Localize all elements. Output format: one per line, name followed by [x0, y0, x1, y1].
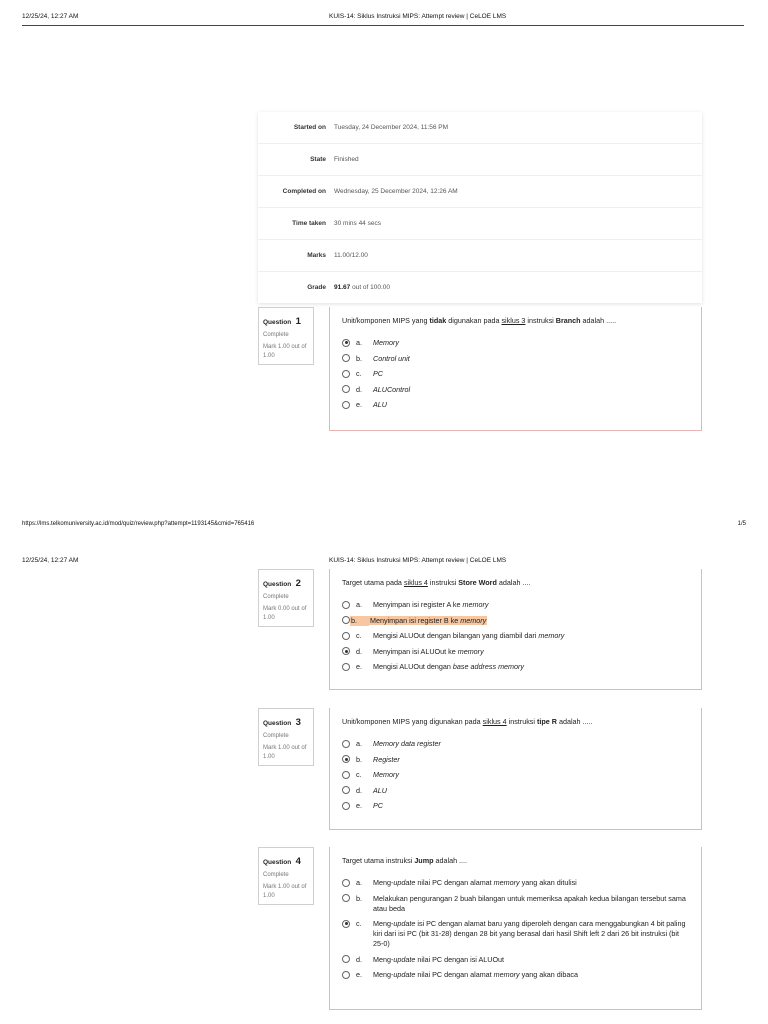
question-label: Question — [263, 319, 292, 326]
radio-icon[interactable] — [342, 601, 350, 609]
question-mark: Mark 1.00 out of 1.00 — [263, 745, 307, 760]
question-state: Complete — [263, 733, 289, 739]
print-header-title: KUIS-14: Siklus Instruksi MIPS: Attempt review | CeLOE LMS — [329, 557, 507, 564]
question-text: Unit/komponen MIPS yang digunakan pada siklus 4 instruksi tipe R adalah ..... — [342, 717, 593, 726]
radio-icon[interactable] — [342, 632, 350, 640]
summary-value: Wednesday, 25 December 2024, 12:26 AM — [334, 188, 458, 195]
answer-options — [342, 338, 689, 410]
question-info-2 — [258, 569, 314, 627]
summary-row-grade — [258, 272, 702, 303]
grade-suffix: out of 100.00 — [350, 284, 391, 291]
question-number: 3 — [295, 717, 301, 728]
radio-selected-icon[interactable] — [342, 647, 350, 655]
answer-option-d[interactable]: d. Meng-update nilai PC dengan isi ALUOut — [342, 955, 689, 965]
summary-label: Marks — [307, 252, 326, 259]
summary-value — [334, 284, 390, 291]
question-label: Question — [263, 859, 292, 866]
summary-row-marks — [258, 240, 702, 272]
answer-option-e[interactable]: e. Mengisi ALUOut dengan base address memory — [342, 662, 689, 672]
question-info-4 — [258, 847, 314, 905]
question-number: 2 — [295, 578, 301, 589]
radio-icon[interactable] — [342, 616, 350, 624]
answer-option-d[interactable]: d. ALU — [342, 786, 689, 796]
summary-row-state — [258, 144, 702, 176]
radio-icon[interactable] — [342, 771, 350, 779]
radio-icon[interactable] — [342, 370, 350, 378]
answer-option-b[interactable]: b. Melakukan pengurangan 2 buah bilangan untuk memeriksa apakah kedua bilangan tersebut sama atau beda — [342, 894, 689, 914]
radio-selected-icon[interactable] — [342, 755, 350, 763]
radio-selected-icon[interactable] — [342, 920, 350, 928]
summary-row-time-taken — [258, 208, 702, 240]
answer-option-b[interactable]: b. Menyimpan isi register B ke memory — [342, 616, 689, 626]
answer-option-e[interactable]: e. Meng-update nilai PC dengan alamat memory yang akan dibaca — [342, 970, 689, 980]
question-number: 1 — [295, 316, 301, 327]
answer-option-c[interactable]: c. Memory — [342, 770, 689, 780]
answer-option-e[interactable]: e. ALU — [342, 400, 689, 410]
answer-options — [342, 739, 689, 811]
summary-label: State — [310, 156, 326, 163]
question-label: Question — [263, 581, 292, 588]
answer-option-a[interactable]: a. Meng-update nilai PC dengan alamat memory yang akan ditulisi — [342, 878, 689, 888]
question-text: Target utama pada siklus 4 instruksi Store Word adalah .... — [342, 578, 531, 587]
answer-option-d[interactable]: d. Menyimpan isi ALUOut ke memory — [342, 647, 689, 657]
answer-options — [342, 600, 689, 672]
question-state: Complete — [263, 872, 289, 878]
answer-option-c[interactable]: c. Meng-update isi PC dengan alamat baru yang diperoleh dengan cara menggabungkan 4 bit paling kiri dari isi PC (bit 31-28) dengan 28 bit yang berasal dari hasil Shift left 2 dari 26 bit instruksi (bit 25-0) — [342, 919, 689, 949]
print-footer-page: 1/5 — [737, 521, 746, 527]
question-mark: Mark 1.00 out of 1.00 — [263, 344, 307, 359]
question-mark: Mark 0.00 out of 1.00 — [263, 606, 307, 621]
radio-icon[interactable] — [342, 354, 350, 362]
print-header-datetime: 12/25/24, 12:27 AM — [22, 557, 79, 564]
answer-option-a[interactable]: a. Menyimpan isi register A ke memory — [342, 600, 689, 610]
attempt-summary-table — [258, 112, 702, 303]
answer-option-b[interactable]: b. Register — [342, 755, 689, 765]
radio-icon[interactable] — [342, 802, 350, 810]
grade-score: 91.67 — [334, 284, 351, 291]
answer-option-c[interactable]: c. PC — [342, 369, 689, 379]
radio-icon[interactable] — [342, 663, 350, 671]
radio-icon[interactable] — [342, 385, 350, 393]
question-info-3 — [258, 708, 314, 766]
question-card-1 — [329, 307, 702, 431]
radio-icon[interactable] — [342, 740, 350, 748]
summary-value: Finished — [334, 156, 359, 163]
question-card-3 — [329, 708, 702, 830]
answer-option-e[interactable]: e. PC — [342, 801, 689, 811]
radio-icon[interactable] — [342, 894, 350, 902]
question-label: Question — [263, 720, 292, 727]
question-state: Complete — [263, 594, 289, 600]
summary-label: Grade — [307, 284, 326, 291]
question-info-1 — [258, 307, 314, 365]
answer-options — [342, 878, 689, 980]
answer-option-d[interactable]: d. ALUControl — [342, 385, 689, 395]
summary-value: 30 mins 44 secs — [334, 220, 381, 227]
radio-icon[interactable] — [342, 879, 350, 887]
question-state: Complete — [263, 332, 289, 338]
summary-row-completed — [258, 176, 702, 208]
question-card-2 — [329, 569, 702, 690]
question-mark: Mark 1.00 out of 1.00 — [263, 884, 307, 899]
answer-option-a[interactable]: a. Memory — [342, 338, 689, 348]
question-number: 4 — [295, 856, 301, 867]
summary-label: Started on — [293, 124, 326, 131]
print-header-title: KUIS-14: Siklus Instruksi MIPS: Attempt review | CeLOE LMS — [329, 13, 507, 20]
print-header-datetime: 12/25/24, 12:27 AM — [22, 13, 79, 20]
summary-row-started — [258, 112, 702, 144]
summary-label: Completed on — [282, 188, 326, 195]
radio-icon[interactable] — [342, 971, 350, 979]
question-text: Unit/komponen MIPS yang tidak digunakan pada siklus 3 instruksi Branch adalah ..... — [342, 316, 617, 325]
answer-option-b[interactable]: b. Control unit — [342, 354, 689, 364]
summary-value: Tuesday, 24 December 2024, 11:56 PM — [334, 124, 449, 131]
summary-value: 11.00/12.00 — [334, 252, 368, 259]
radio-icon[interactable] — [342, 955, 350, 963]
radio-icon[interactable] — [342, 401, 350, 409]
answer-option-a[interactable]: a. Memory data register — [342, 739, 689, 749]
answer-option-c[interactable]: c. Mengisi ALUOut dengan bilangan yang diambil dari memory — [342, 631, 689, 641]
radio-selected-icon[interactable] — [342, 339, 350, 347]
question-text: Target utama instruksi Jump adalah .... — [342, 856, 468, 865]
question-card-4 — [329, 847, 702, 1010]
radio-icon[interactable] — [342, 786, 350, 794]
print-footer-url: https://lms.telkomuniversity.ac.id/mod/quiz/review.php?attempt=1193145&cmid=765416 — [22, 521, 255, 527]
header-divider — [22, 25, 744, 26]
summary-label: Time taken — [292, 220, 326, 227]
